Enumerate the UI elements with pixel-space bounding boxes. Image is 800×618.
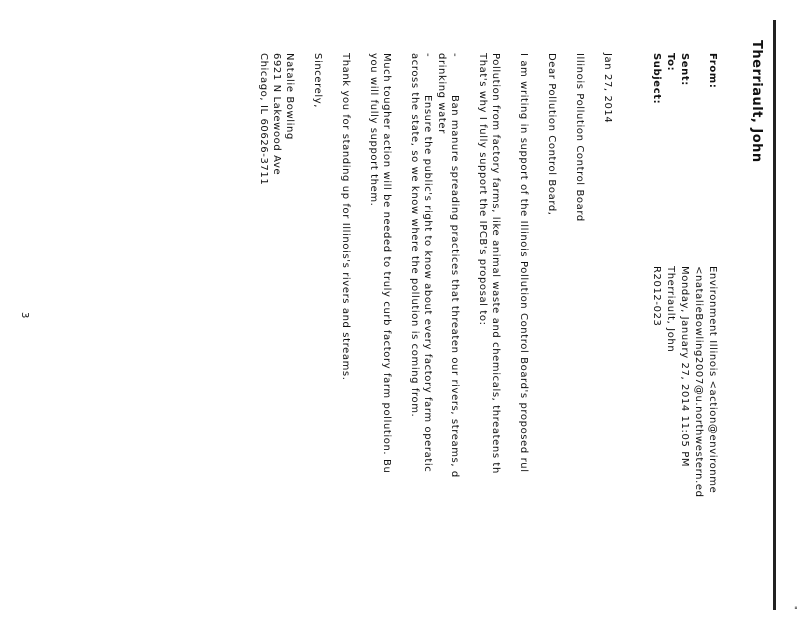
- sent-value: Monday, January 27, 2014 11:05 PM: [679, 266, 690, 468]
- from-value: Environment Illinois <action@environme: [707, 266, 718, 494]
- signature-name: Natalie Bowling: [284, 53, 295, 140]
- bullet-1-line-1: Ban manure spreading practices that threaten our rivers, streams, d: [449, 95, 460, 478]
- paragraph-2-line-1: Pollution from factory farms, like animal waste and chemicals, threatens th: [490, 53, 501, 474]
- letter-date: Jan 27, 2014: [602, 53, 613, 124]
- page-number: 3: [19, 312, 30, 319]
- sent-label: Sent:: [679, 53, 690, 86]
- to-label: To:: [665, 53, 676, 72]
- from-label: From:: [707, 53, 718, 89]
- corner-mark: ": [789, 606, 798, 610]
- signature-address-2: Chicago, IL 60626-3711: [258, 53, 269, 186]
- paragraph-3-line-1: Much tougher action will be needed to truly curb factory farm pollution. Bu: [381, 53, 392, 474]
- subject-value: R2012-023: [651, 266, 662, 327]
- closing: Sincerely,: [312, 53, 323, 109]
- thanks-line: Thank you for standing up for Illinois's rivers and streams.: [340, 53, 351, 381]
- bullet-2-line-1: Ensure the public's right to know about every factory farm operatic: [422, 95, 433, 473]
- bullet-2-dash: -: [422, 53, 433, 58]
- signature-address-1: 6921 N Lakewood Ave: [271, 53, 282, 176]
- bullet-1-dash: -: [449, 53, 460, 58]
- bullet-2-line-2: across the state, so we know where the pollution is coming from.: [409, 53, 420, 418]
- header-name: Therriault, John: [749, 40, 764, 163]
- letter-salutation: Dear Pollution Control Board,: [546, 53, 557, 216]
- header-rule: [773, 20, 776, 610]
- from-email-value: <natalieBowling2007@u.northwestern.ed: [693, 266, 704, 498]
- to-value: Therriault, John: [665, 266, 676, 353]
- paragraph-2-line-2: That's why I fully support the IPCB's proposal to:: [477, 53, 488, 326]
- paragraph-1: I am writing in support of the Illinois Pollution Control Board's proposed rul: [518, 53, 529, 473]
- bullet-1-line-2: drinking water: [436, 53, 447, 134]
- subject-label: Subject:: [651, 53, 662, 105]
- paragraph-3-line-2: you will fully support them.: [368, 53, 379, 207]
- letter-recipient: Illinois Pollution Control Board: [574, 53, 585, 222]
